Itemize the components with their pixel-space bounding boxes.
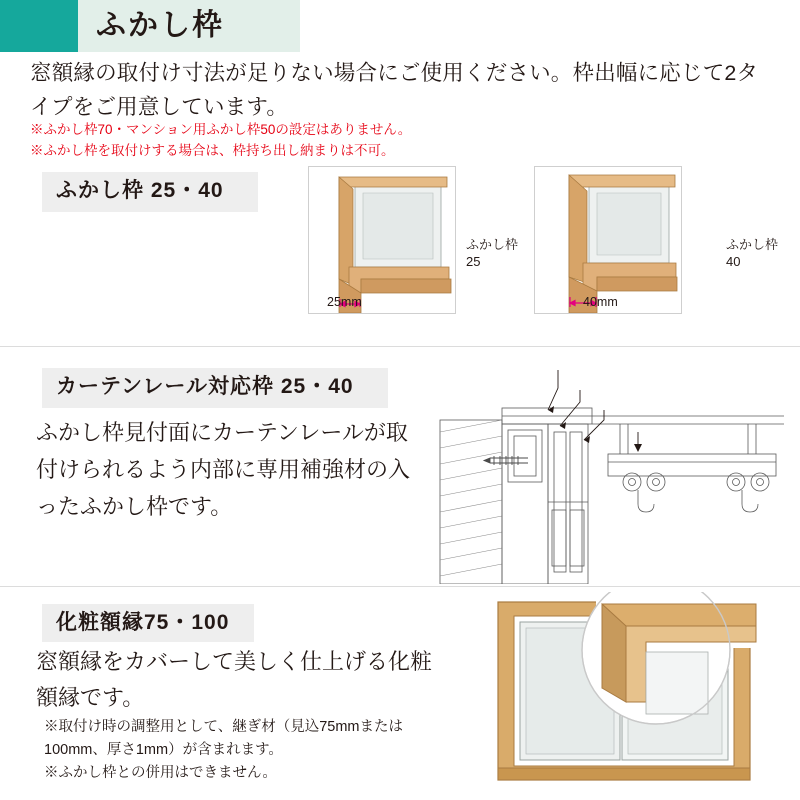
figure-1-caption-line2: 25 [466,254,481,269]
section-divider-1 [0,346,800,347]
section-3-label: 化粧額縁75・100 [42,604,254,642]
fukashi-25-drawing [309,167,455,313]
figure-1-caption [466,236,526,270]
section-2-label: カーテンレール対応枠 25・40 [42,368,388,408]
page-header [0,0,800,52]
figure-2-caption [726,236,786,270]
fukashi-40-drawing [535,167,681,313]
intro-text: 窓額縁の取付け寸法が足りない場合にご使用ください。枠出幅に応じて2タイプをご用意しています。 [30,61,759,119]
figure-2-caption-line1: ふかし枠 [726,237,779,252]
section-3-body: 窓額縁をカバーして美しく仕上げる化粧額縁です。 [36,649,433,710]
figure-1-dimension: 25mm [327,295,362,309]
figure-fukashi-25 [308,166,456,314]
figure-1-caption-line1: ふかし枠 [466,237,519,252]
figure-2-dimension: 40mm [583,295,618,309]
curtain-rail-section-drawing [432,362,784,584]
intro-note-2: ※ふかし枠を取付けする場合は、枠持ち出し納まりは不可。 [30,143,395,158]
keshou-gakubuchi-drawing [470,592,790,792]
header-accent-block [0,0,78,52]
section-divider-2 [0,586,800,587]
figure-2-caption-line2: 40 [726,254,741,269]
figure-fukashi-40 [534,166,682,314]
page-title: ふかし枠 [96,9,224,42]
section-3-note-2: ※ふかし枠との併用はできません。 [44,765,277,781]
section-1-label: ふかし枠 25・40 [42,172,258,212]
intro-note-1: ※ふかし枠70・マンション用ふかし枠50の設定はありません。 [30,122,412,137]
section-2-body: ふかし枠見付面にカーテンレールが取付けられるよう内部に専用補強材の入ったふかし枠です。 [36,420,411,519]
section-3-note-1: ※取付け時の調整用として、継ぎ材（見込75mmまたは100mm、厚さ1mm）が含まれます。 [44,719,403,758]
